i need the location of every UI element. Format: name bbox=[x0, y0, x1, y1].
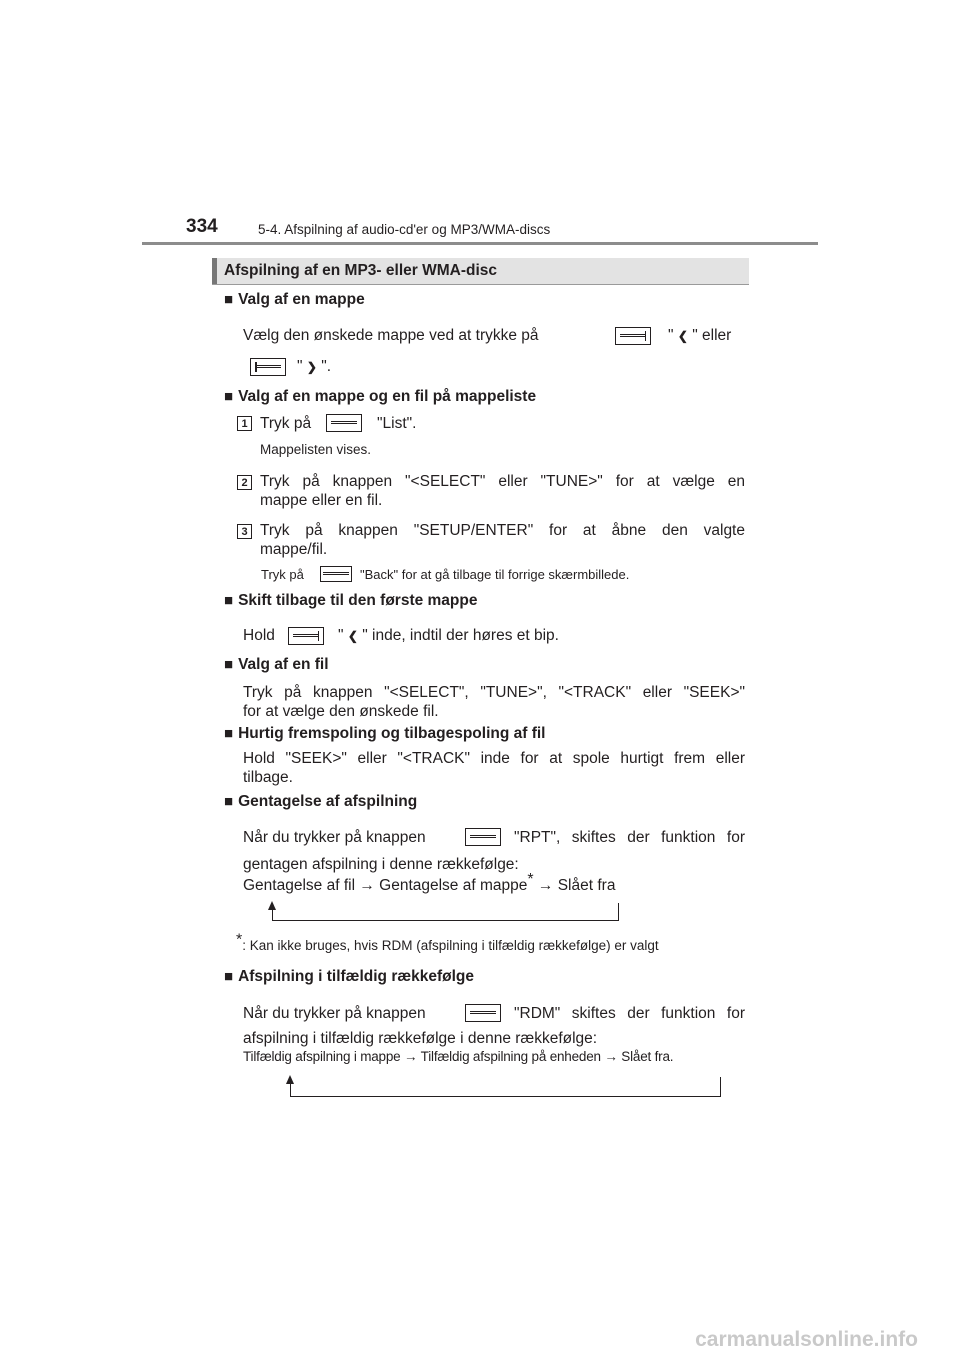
arrow-right-icon: → bbox=[604, 1049, 618, 1064]
heading-fast-forward: ■ Hurtig fremspoling og tilbagespoling af fil bbox=[224, 725, 546, 742]
step-1-text-b: "List". bbox=[377, 415, 417, 432]
fast-forward-line-2: tilbage. bbox=[243, 769, 293, 786]
first-folder-text-b: " ❮ " inde, indtil der høres et bip. bbox=[338, 627, 559, 644]
folder-up-button-icon-2 bbox=[288, 627, 324, 645]
bullet-square-icon: ■ bbox=[224, 656, 234, 673]
step-3-badge: 3 bbox=[237, 524, 252, 539]
chapter-title: 5-4. Afspilning af audio-cd'er og MP3/WMA-discs bbox=[258, 222, 551, 237]
first-folder-text-a: Hold bbox=[243, 627, 275, 644]
list-button-icon bbox=[326, 414, 362, 432]
bullet-square-icon: ■ bbox=[224, 592, 234, 609]
heading-random: ■ Afspilning i tilfældig rækkefølge bbox=[224, 968, 475, 985]
random-text-b: "RDM" skiftes der funktion for bbox=[514, 1005, 745, 1022]
header-rule bbox=[142, 242, 818, 245]
folder-select-text-1: Vælg den ønskede mappe ved at trykke på bbox=[243, 327, 539, 344]
file-select-line-1: Tryk på knappen "<SELECT", "TUNE>", "<TRACK" eller "SEEK>" bbox=[243, 684, 745, 701]
heading-folder-select: ■ Valg af en mappe bbox=[224, 291, 365, 308]
chevron-left-icon: ❮ bbox=[677, 329, 688, 343]
repeat-text-a: Når du trykker på knappen bbox=[243, 829, 426, 846]
step-2-line-1: Tryk på knappen "<SELECT" eller "TUNE>" for at vælge en bbox=[260, 473, 745, 490]
bullet-square-icon: ■ bbox=[224, 291, 234, 308]
chevron-left-icon: ❮ bbox=[347, 629, 358, 643]
page-number: 334 bbox=[186, 216, 218, 237]
fast-forward-line-1: Hold "SEEK>" eller "<TRACK" inde for at spole hurtigt frem eller bbox=[243, 750, 745, 767]
repeat-line-2: gentagen afspilning i denne rækkefølge: bbox=[243, 856, 519, 873]
back-note-b: "Back" for at gå tilbage til forrige skærmbillede. bbox=[360, 567, 630, 582]
random-sequence: Tilfældig afspilning i mappe → Tilfældig afspilning på enheden → Slået fra. bbox=[243, 1049, 674, 1064]
bullet-square-icon: ■ bbox=[224, 725, 234, 742]
heading-file-select: ■ Valg af en fil bbox=[224, 656, 329, 673]
section-header bbox=[212, 258, 749, 285]
section-title: Afspilning af en MP3- eller WMA-disc bbox=[224, 262, 497, 279]
heading-folder-list: ■ Valg af en mappe og en fil på mappeliste bbox=[224, 388, 537, 405]
step-1-text-a: Tryk på bbox=[260, 415, 312, 432]
bullet-square-icon: ■ bbox=[224, 388, 234, 405]
bullet-square-icon: ■ bbox=[224, 968, 234, 985]
heading-first-folder: ■ Skift tilbage til den første mappe bbox=[224, 592, 478, 609]
watermark: carmanualsonline.info bbox=[695, 1328, 918, 1351]
heading-repeat: ■ Gentagelse af afspilning bbox=[224, 793, 418, 810]
arrow-right-icon: → bbox=[359, 877, 375, 894]
step-2-badge: 2 bbox=[237, 475, 252, 490]
arrow-right-icon: → bbox=[537, 877, 554, 894]
folder-up-button-icon bbox=[615, 327, 651, 345]
repeat-text-b: "RPT", skiftes der funktion for bbox=[514, 829, 745, 846]
step-2-line-2: mappe eller en fil. bbox=[260, 492, 383, 509]
random-line-2: afspilning i tilfældig rækkefølge i denne rækkefølge: bbox=[243, 1030, 598, 1047]
random-cycle-arrow bbox=[290, 1077, 721, 1097]
back-button-icon bbox=[320, 566, 352, 582]
arrow-right-icon: → bbox=[404, 1049, 418, 1064]
section-marker bbox=[212, 258, 217, 284]
step-1-badge: 1 bbox=[237, 416, 252, 431]
footnote: *: Kan ikke bruges, hvis RDM (afspilning i tilfældig rækkefølge) er valgt bbox=[236, 931, 659, 953]
step-1-note: Mappelisten vises. bbox=[260, 442, 372, 457]
random-text-a: Når du trykker på knappen bbox=[243, 1005, 426, 1022]
folder-select-text-2: " ❮ " eller bbox=[668, 327, 732, 344]
repeat-cycle-arrow bbox=[272, 903, 619, 921]
bullet-square-icon: ■ bbox=[224, 793, 234, 810]
step-3-line-2: mappe/fil. bbox=[260, 541, 328, 558]
folder-select-text-3: " ❯ ". bbox=[297, 358, 332, 375]
repeat-sequence: Gentagelse af fil → Gentagelse af mappe* → Slået fra bbox=[243, 870, 616, 894]
chevron-right-icon: ❯ bbox=[306, 360, 317, 374]
file-select-line-2: for at vælge den ønskede fil. bbox=[243, 703, 439, 720]
back-note-a: Tryk på bbox=[261, 567, 304, 582]
step-3-line-1: Tryk på knappen "SETUP/ENTER" for at åbne den valgte bbox=[260, 522, 745, 539]
rpt-button-icon bbox=[465, 828, 501, 846]
rdm-button-icon bbox=[465, 1004, 501, 1022]
folder-down-button-icon bbox=[250, 358, 286, 376]
